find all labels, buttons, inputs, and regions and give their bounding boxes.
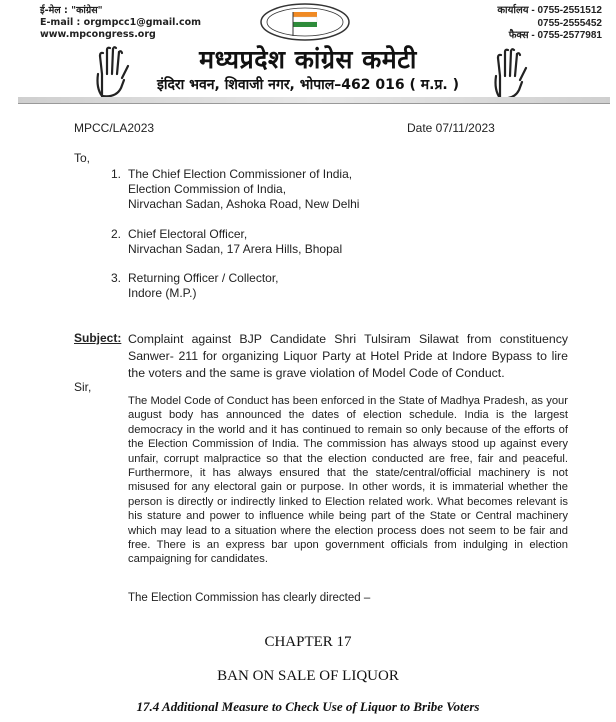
recipient-address [128,271,279,301]
header-contact-left [40,5,201,41]
recipient-number: 1. [111,167,122,181]
website-line: www.mpcongress.org [40,29,156,40]
email-hindi-line: ई-मेल : "कांग्रेस" [40,5,103,16]
recipient-line: Returning Officer / Collector, [128,271,279,285]
body-paragraph: The Model Code of Conduct has been enforced in the State of Madhya Pradesh, as your august body has announced the dates of election schedule. India is the largest democracy in the world and it has continued to remain so only because of the efforts of the Election Commission of India. The commission has always stood up against every unfair, corrupt malpractice so that the election conducted are free, fair and peaceful. Furthermore, it has always ensured that the state/central/official machinery is not misused for any electoral gain or purpose. In other words, it is immaterial whether the person is directly or indirectly linked to Election related work. What becomes relevant is his stature and power to influence while being part of the State or Central machinery which may lead to a situation where the election process does not seem to be fair and free. There is an express bar upon government officials from indulging in election campaigning for candidates. [128,395,568,566]
recipient-line: Nirvachan Sadan, 17 Arera Hills, Bhopal [128,242,343,256]
recipient-line: Chief Electoral Officer, [128,227,248,241]
recipient-line: The Chief Election Commissioner of India, [128,167,353,181]
recipient-address [128,227,342,257]
chapter-title: BAN ON SALE OF LIQUOR [217,668,399,684]
header-divider-line [18,103,610,104]
recipient-line: Nirvachan Sadan, Ashoka Road, New Delhi [128,197,360,211]
organization-title: मध्यप्रदेश कांग्रेस कमेटी [199,45,417,74]
letter-date: Date 07/11/2023 [407,121,495,135]
header-phones [497,5,602,43]
recipient-line: Election Commission of India, [128,182,287,196]
congress-emblem [258,2,352,42]
recipient-address [128,167,359,212]
letter-reference: MPCC/LA2023 [74,121,155,135]
section-heading: 17.4 Additional Measure to Check Use of Liquor to Bribe Voters [136,699,480,714]
subject-label: Subject: [74,331,122,345]
organization-address: इंदिरा भवन, शिवाजी नगर, भोपाल–462 016 ( म.प्र. ) [156,77,459,93]
recipient-line: Indore (M.P.) [128,286,197,300]
phone-office-2: 0755-2555452 [537,17,602,29]
recipient-number: 2. [111,227,122,241]
email-line: E-mail : orgmpcc1@gmail.com [40,17,202,28]
phone-fax: फैक्स - 0755-2577981 [508,30,602,41]
salutation: Sir, [74,380,92,394]
recipient-number: 3. [111,271,122,285]
directed-line: The Election Commission has clearly directed – [128,592,371,604]
subject-text: Complaint against BJP Candidate Shri Tulsiram Silawat from constituency Sanwer- 211 for organizing Liquor Party at Hotel Pride at Indore Bypass to lire the voters and the same is grave violation of Model Code of Conduct. [128,332,568,380]
addressee-label: To, [74,151,91,165]
phone-office-1: कार्यालय - 0755-2551512 [497,5,602,16]
chapter-heading: CHAPTER 17 [264,634,352,650]
